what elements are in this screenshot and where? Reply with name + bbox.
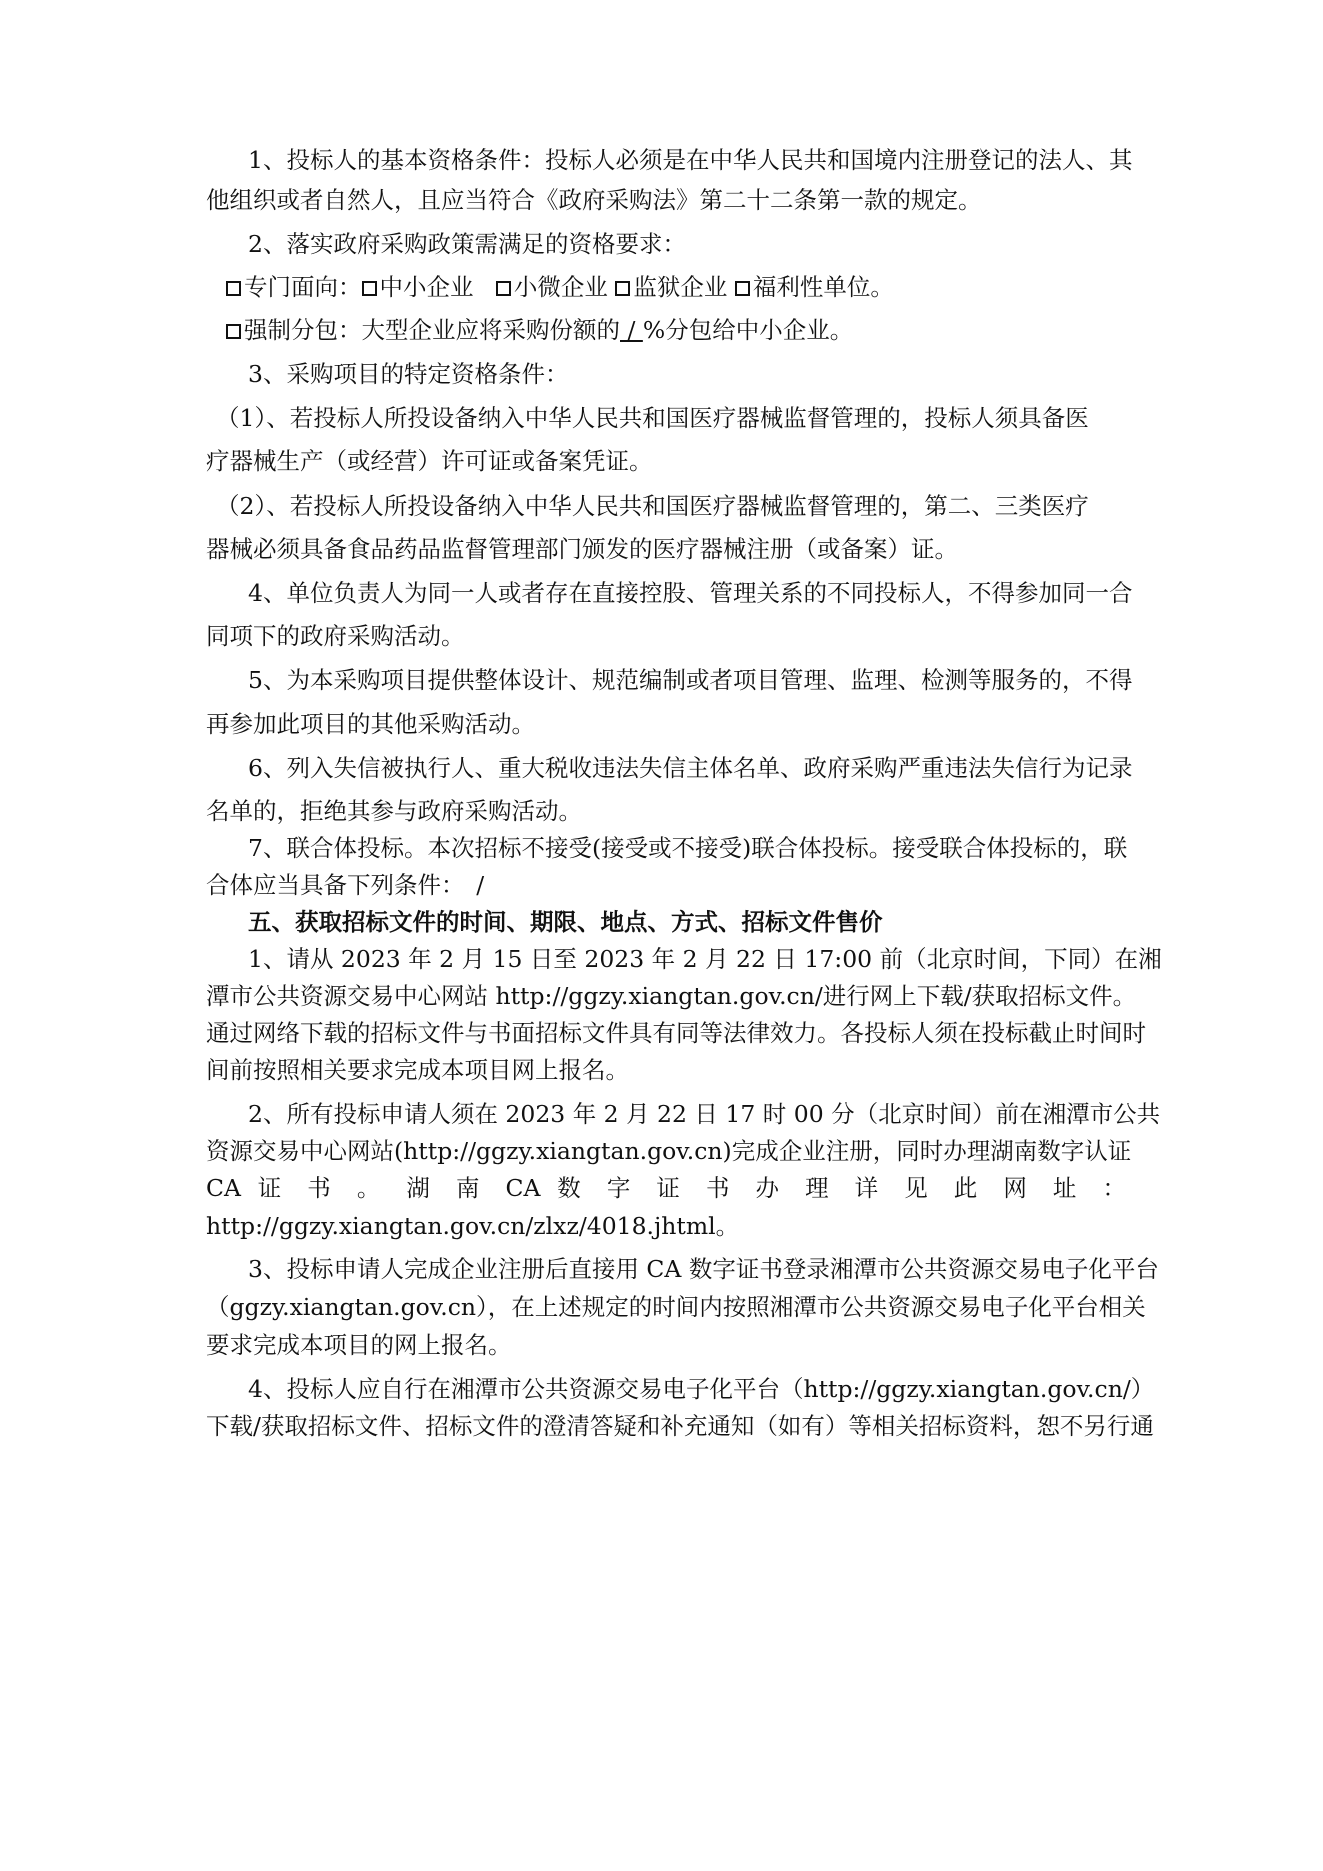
para-1b: 他组织或者自然人，且应当符合《政府采购法》第二十二条第一款的规定。 — [206, 186, 982, 214]
para-2: 2、落实政府采购政策需满足的资格要求： — [248, 230, 686, 258]
sec5-para-1b: 潭市公共资源交易中心网站 http://ggzy.xiangtan.gov.cn/进行网上下载/获取招标文件。 — [206, 982, 1137, 1010]
sec5-para-2b: 资源交易中心网站(http://ggzy.xiangtan.gov.cn)完成企业注册，同时办理湖南数字认证 — [206, 1137, 1132, 1165]
sec5-para-2d-url: http://ggzy.xiangtan.gov.cn/zlxz/4018.jhtml。 — [206, 1212, 740, 1240]
para-3-2a: （2）、若投标人所投设备纳入中华人民共和国医疗器械监督管理的，第二、三类医疗 — [216, 492, 1089, 520]
para-6a: 6、列入失信被执行人、重大税收违法失信主体名单、政府采购严重违法失信行为记录 — [248, 754, 1133, 782]
sec5-para-2c: CA 证 书 。 湖 南 CA 数 字 证 书 办 理 详 见 此 网 址 ： — [206, 1174, 1126, 1202]
para-4a: 4、单位负责人为同一人或者存在直接控股、管理关系的不同投标人，不得参加同一合 — [248, 579, 1133, 607]
checkbox-icon[interactable] — [496, 281, 511, 296]
sec5-para-1d: 间前按照相关要求完成本项目网上报名。 — [206, 1056, 629, 1084]
sec5-para-2a: 2、所有投标申请人须在 2023 年 2 月 22 日 17 时 00 分（北京时间）前在湘潭市公共 — [248, 1100, 1161, 1128]
para-1a: 1、投标人的基本资格条件：投标人必须是在中华人民共和国境内注册登记的法人、其 — [248, 146, 1133, 174]
checkbox-icon[interactable] — [226, 324, 241, 339]
checkbox-icon[interactable] — [362, 281, 377, 296]
section-5-heading: 五、获取招标文件的时间、期限、地点、方式、招标文件售价 — [248, 908, 883, 936]
para-4b: 同项下的政府采购活动。 — [206, 622, 465, 650]
sec5-para-3a: 3、投标申请人完成企业注册后直接用 CA 数字证书登录湘潭市公共资源交易电子化平台 — [248, 1255, 1159, 1283]
checkbox-icon[interactable] — [615, 281, 630, 296]
para-5b: 再参加此项目的其他采购活动。 — [206, 710, 535, 738]
checkbox-icon[interactable] — [226, 281, 241, 296]
special-targets-row: 专门面向： 中小企业 小微企业 监狱企业 福利性单位。 — [226, 271, 1146, 303]
para-6b: 名单的，拒绝其参与政府采购活动。 — [206, 797, 582, 825]
sec5-para-4a: 4、投标人应自行在湘潭市公共资源交易电子化平台（http://ggzy.xiangtan.gov.cn/） — [248, 1375, 1155, 1403]
para-7a: 7、联合体投标。本次招标不接受(接受或不接受)联合体投标。接受联合体投标的，联 — [248, 834, 1128, 862]
sec5-para-3b: （ggzy.xiangtan.gov.cn），在上述规定的时间内按照湘潭市公共资源交易电子化平台相关 — [206, 1293, 1146, 1321]
checkbox-icon[interactable] — [735, 281, 750, 296]
sec5-para-4b: 下载/获取招标文件、招标文件的澄清答疑和补充通知（如有）等相关招标资料，恕不另行通 — [206, 1412, 1154, 1440]
para-3-2b: 器械必须具备食品药品监督管理部门颁发的医疗器械注册（或备案）证。 — [206, 535, 958, 563]
mandatory-subcontract-row: 强制分包：大型企业应将采购份额的 / %分包给中小企业。 — [226, 314, 1146, 346]
para-7b: 合体应当具备下列条件： / — [206, 871, 485, 899]
sec5-para-1c: 通过网络下载的招标文件与书面招标文件具有同等法律效力。各投标人须在投标截止时间时 — [206, 1019, 1146, 1047]
para-3-1b: 疗器械生产（或经营）许可证或备案凭证。 — [206, 447, 653, 475]
para-5a: 5、为本采购项目提供整体设计、规范编制或者项目管理、监理、检测等服务的，不得 — [248, 666, 1133, 694]
sec5-para-1a: 1、请从 2023 年 2 月 15 日至 2023 年 2 月 22 日 17:00 前（北京时间，下同）在湘 — [248, 945, 1162, 973]
para-3-1a: （1）、若投标人所投设备纳入中华人民共和国医疗器械监督管理的，投标人须具备医 — [216, 404, 1089, 432]
sec5-para-3c: 要求完成本项目的网上报名。 — [206, 1331, 512, 1359]
para-3: 3、采购项目的特定资格条件： — [248, 360, 569, 388]
